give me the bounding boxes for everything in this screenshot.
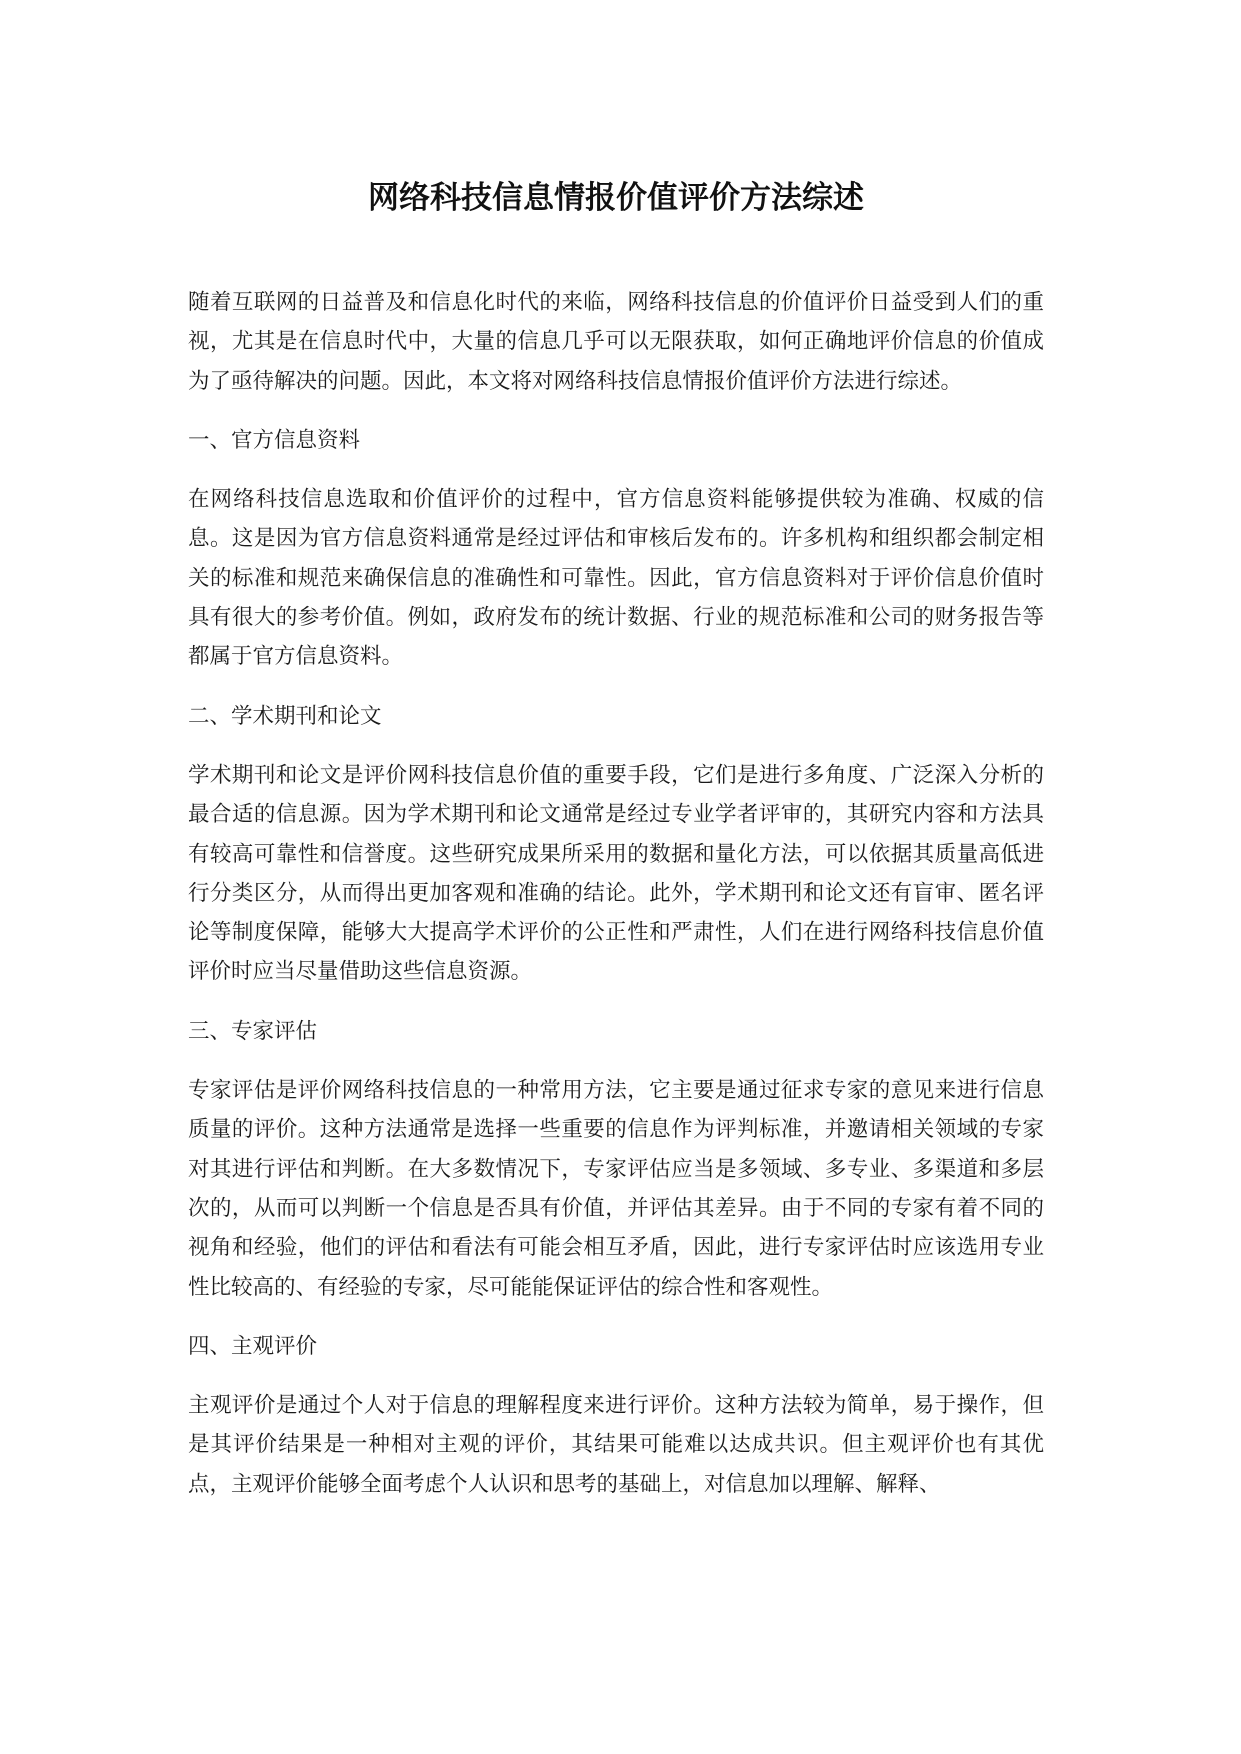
section-body-1: 在网络科技信息选取和价值评价的过程中，官方信息资料能够提供较为准确、权威的信息。这是因为官方信息资料通常是经过评估和审核后发布的。许多机构和组织都会制定相关的标准和规范来确保信息的准确性和可靠性。因此，官方信息资料对于评价信息价值时具有很大的参考价值。例如，政府发布的统计数据、行业的规范标准和公司的财务报告等都属于官方信息资料。 (188, 487, 1044, 670)
document-body (188, 283, 1044, 1524)
section-heading-1: 一、官方信息资料 (188, 427, 361, 453)
section-body-2: 学术期刊和论文是评价网科技信息价值的重要手段，它们是进行多角度、广泛深入分析的最合适的信息源。因为学术期刊和论文通常是经过专业学者评审的，其研究内容和方法具有较高可靠性和信誉度。这些研究成果所采用的数据和量化方法，可以依据其质量高低进行分类区分，从而得出更加客观和准确的结论。此外，学术期刊和论文还有盲审、匿名评论等制度保障，能够大大提高学术评价的公正性和严肃性，人们在进行网络科技信息价值评价时应当尽量借助这些信息资源。 (188, 762, 1044, 985)
section-heading-2: 二、学术期刊和论文 (188, 703, 382, 729)
document-page (188, 0, 1044, 1754)
section-heading-4: 四、主观评价 (188, 1333, 318, 1359)
section-heading-3: 三、专家评估 (188, 1018, 318, 1044)
section-body-3: 专家评估是评价网络科技信息的一种常用方法，它主要是通过征求专家的意见来进行信息质量的评价。这种方法通常是选择一些重要的信息作为评判标准，并邀请相关领域的专家对其进行评估和判断。在大多数情况下，专家评估应当是多领域、多专业、多渠道和多层次的，从而可以判断一个信息是否具有价值，并评估其差异。由于不同的专家有着不同的视角和经验，他们的评估和看法有可能会相互矛盾，因此，进行专家评估时应该选用专业性比较高的、有经验的专家，尽可能能保证评估的综合性和客观性。 (188, 1078, 1044, 1300)
intro-paragraph: 随着互联网的日益普及和信息化时代的来临，网络科技信息的价值评价日益受到人们的重视，尤其是在信息时代中，大量的信息几乎可以无限获取，如何正确地评价信息的价值成为了亟待解决的问题。因此，本文将对网络科技信息情报价值评价方法进行综述。 (188, 290, 1044, 394)
document-title: 网络科技信息情报价值评价方法综述 (368, 180, 864, 216)
section-body-4: 主观评价是通过个人对于信息的理解程度来进行评价。这种方法较为简单，易于操作，但是其评价结果是一种相对主观的评价，其结果可能难以达成共识。但主观评价也有其优点，主观评价能够全面考虑个人认识和思考的基础上，对信息加以理解、解释、 (188, 1393, 1044, 1497)
